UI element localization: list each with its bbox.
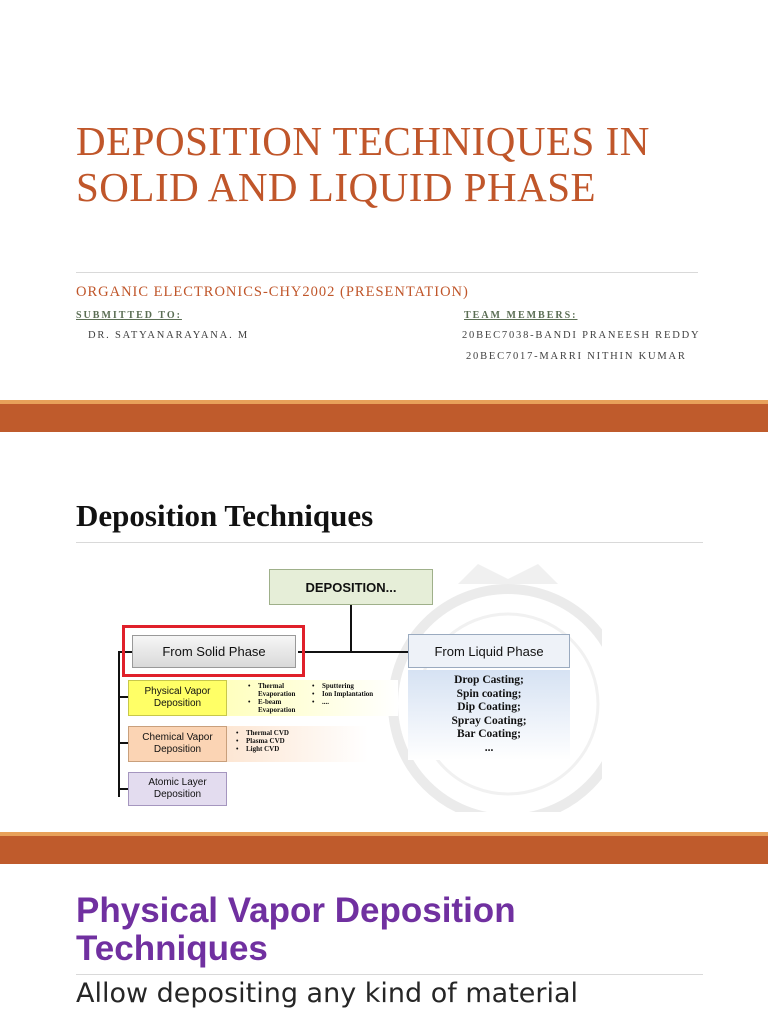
liquid-method: ...	[484, 741, 494, 754]
team-member-2: 20BEC7017-MARRI NITHIN KUMAR	[466, 351, 687, 362]
cvd-method-item: • Thermal CVD	[236, 729, 289, 737]
liquid-phase-label: From Liquid Phase	[434, 643, 544, 659]
connector-cvd	[118, 742, 128, 744]
cvd-method: Light CVD	[246, 745, 280, 753]
pvd-method-item: • E-beam	[248, 698, 282, 706]
liquid-methods-panel	[408, 670, 570, 760]
connector-left-spine	[118, 651, 120, 797]
cvd-method: Thermal CVD	[246, 729, 289, 737]
deposition-root-label: DEPOSITION...	[305, 579, 397, 595]
pvd-method: Evaporation	[258, 690, 296, 698]
pvd-methods-col2	[312, 682, 374, 706]
slide-separator-band-2	[0, 832, 768, 864]
slide1-title-line1: DEPOSITION TECHNIQUES IN	[76, 118, 650, 164]
slide1-subtitle: ORGANIC ELECTRONICS-CHY2002 (PRESENTATION)	[76, 284, 469, 300]
pvd-method: Ion Implantation	[322, 690, 374, 698]
ald-box	[128, 772, 227, 806]
liquid-method: Drop Casting;	[454, 674, 524, 686]
cvd-methods	[236, 729, 289, 753]
submitted-to-label: SUBMITTED TO:	[76, 310, 182, 321]
pvd-method-item: • ....	[312, 698, 329, 706]
pvd-method-item: • Sputtering	[312, 682, 354, 690]
pvd-method: Evaporation	[258, 706, 296, 714]
pvd-box	[128, 680, 227, 716]
cvd-box	[128, 726, 227, 762]
slide1-divider	[76, 272, 698, 273]
pvd-method: Sputtering	[322, 682, 354, 690]
pvd-method: ....	[322, 698, 329, 706]
cvd-method-item: • Plasma CVD	[236, 737, 285, 745]
team-members-label: TEAM MEMBERS:	[464, 310, 578, 321]
liquid-method: Bar Coating;	[457, 728, 521, 740]
liquid-phase-box	[408, 634, 570, 668]
connector-pvd	[118, 696, 128, 698]
pvd-method: E-beam	[258, 698, 282, 706]
ald-label: Atomic Layer Deposition	[148, 777, 207, 800]
slide-separator-band-1	[0, 400, 768, 432]
liquid-method: Spray Coating;	[451, 714, 527, 727]
pvd-label: Physical Vapor Deposition	[144, 686, 211, 709]
cvd-method-item: • Light CVD	[236, 745, 280, 753]
connector-root-down	[350, 605, 352, 652]
solid-phase-box	[132, 635, 296, 668]
solid-phase-label: From Solid Phase	[162, 644, 266, 659]
cvd-label: Chemical Vapor Deposition	[142, 732, 213, 755]
pvd-method-item: • Ion Implantation	[312, 690, 374, 698]
slide1-title	[76, 118, 716, 210]
pvd-method: Thermal	[258, 682, 285, 690]
team-member-1: 20BEC7038-BANDI PRANEESH REDDY	[462, 330, 701, 341]
slide3-body: Allow depositing any kind of material	[76, 978, 579, 1009]
connector-horizontal	[298, 651, 408, 653]
slide1-title-line2: SOLID AND LIQUID PHASE	[76, 164, 597, 210]
slide3-divider	[76, 974, 703, 975]
connector-ald	[118, 788, 128, 790]
pvd-methods-col1: • Thermal Evaporation • E-beam Evaporation	[248, 682, 296, 714]
slide3-title: Physical Vapor Deposition Techniques	[76, 891, 516, 968]
deposition-root-box	[269, 569, 433, 605]
slide2-divider	[76, 542, 703, 543]
liquid-method: Spin coating;	[456, 687, 522, 700]
slide2-title: Deposition Techniques	[76, 498, 374, 533]
cvd-method: Plasma CVD	[246, 737, 285, 745]
submitted-to-name: DR. SATYANARAYANA. M	[88, 330, 250, 341]
deposition-diagram	[108, 552, 602, 814]
liquid-method: Dip Coating;	[457, 701, 521, 713]
